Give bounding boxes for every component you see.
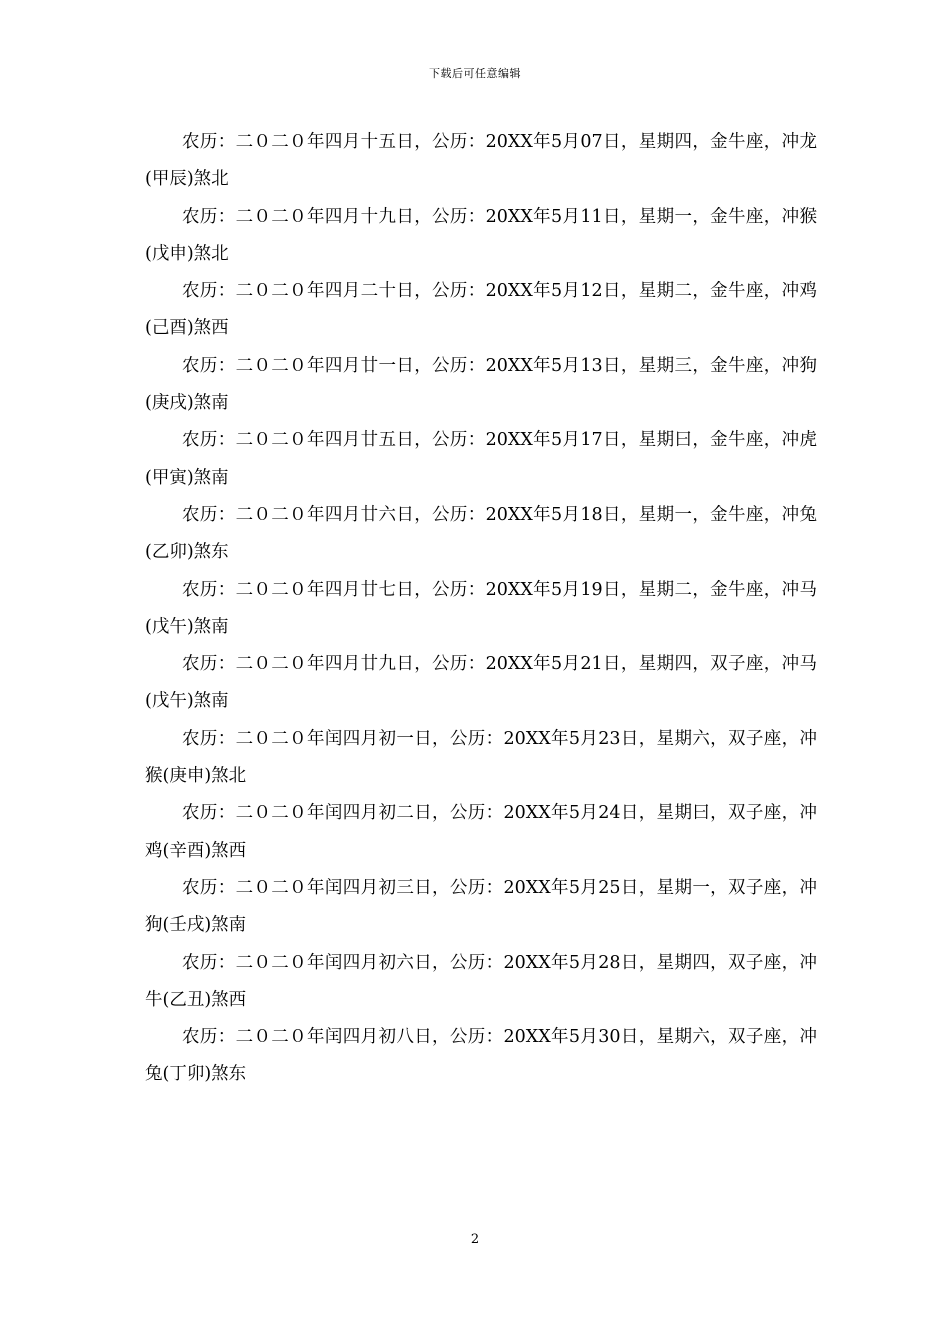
calendar-entry: 农历：二０二０年闰四月初三日，公历：20XX年5月25日，星期一，双子座，冲狗(壬戌)煞南 (145, 877, 817, 936)
calendar-entry: 农历：二０二０年闰四月初八日，公历：20XX年5月30日，星期六，双子座，冲兔(丁卯)煞东 (145, 1027, 817, 1085)
calendar-entry: 农历：二０二０年四月二十日，公历：20XX年5月12日，星期二，金牛座，冲鸡(己酉)煞西 (145, 281, 817, 339)
page-number: 2 (470, 1232, 480, 1247)
calendar-entry: 农历：二０二０年闰四月初六日，公历：20XX年5月28日，星期四，双子座，冲牛(乙丑)煞西 (145, 952, 817, 1010)
calendar-entry: 农历：二０二０年闰四月初二日，公历：20XX年5月24日，星期曰，双子座，冲鸡(辛酉)煞西 (145, 803, 817, 861)
calendar-entry: 农历：二０二０年四月十五日，公历：20XX年5月07日，星期四，金牛座，冲龙(甲辰)煞北 (145, 132, 817, 190)
calendar-entry: 农历：二０二０年闰四月初一日，公历：20XX年5月23日，星期六，双子座，冲猴(庚申)煞北 (145, 728, 817, 787)
page-header: 下载后可任意编辑 (429, 67, 521, 80)
document-body (145, 124, 817, 1094)
calendar-entry: 农历：二０二０年四月廿五日，公历：20XX年5月17日，星期曰，金牛座，冲虎(甲寅)煞南 (145, 430, 817, 488)
calendar-entry: 农历：二０二０年四月廿六日，公历：20XX年5月18日，星期一，金牛座，冲兔(乙卯)煞东 (145, 504, 817, 563)
calendar-entry: 农历：二０二０年四月十九日，公历：20XX年5月11日，星期一，金牛座，冲猴(戊申)煞北 (145, 206, 817, 264)
calendar-entry: 农历：二０二０年四月廿七日，公历：20XX年5月19日，星期二，金牛座，冲马(戊午)煞南 (145, 579, 817, 637)
calendar-entry: 农历：二０二０年四月廿一日，公历：20XX年5月13日，星期三，金牛座，冲狗(庚戌)煞南 (145, 355, 817, 414)
calendar-entry: 农历：二０二０年四月廿九日，公历：20XX年5月21日，星期四，双子座，冲马(戊午)煞南 (145, 654, 817, 712)
